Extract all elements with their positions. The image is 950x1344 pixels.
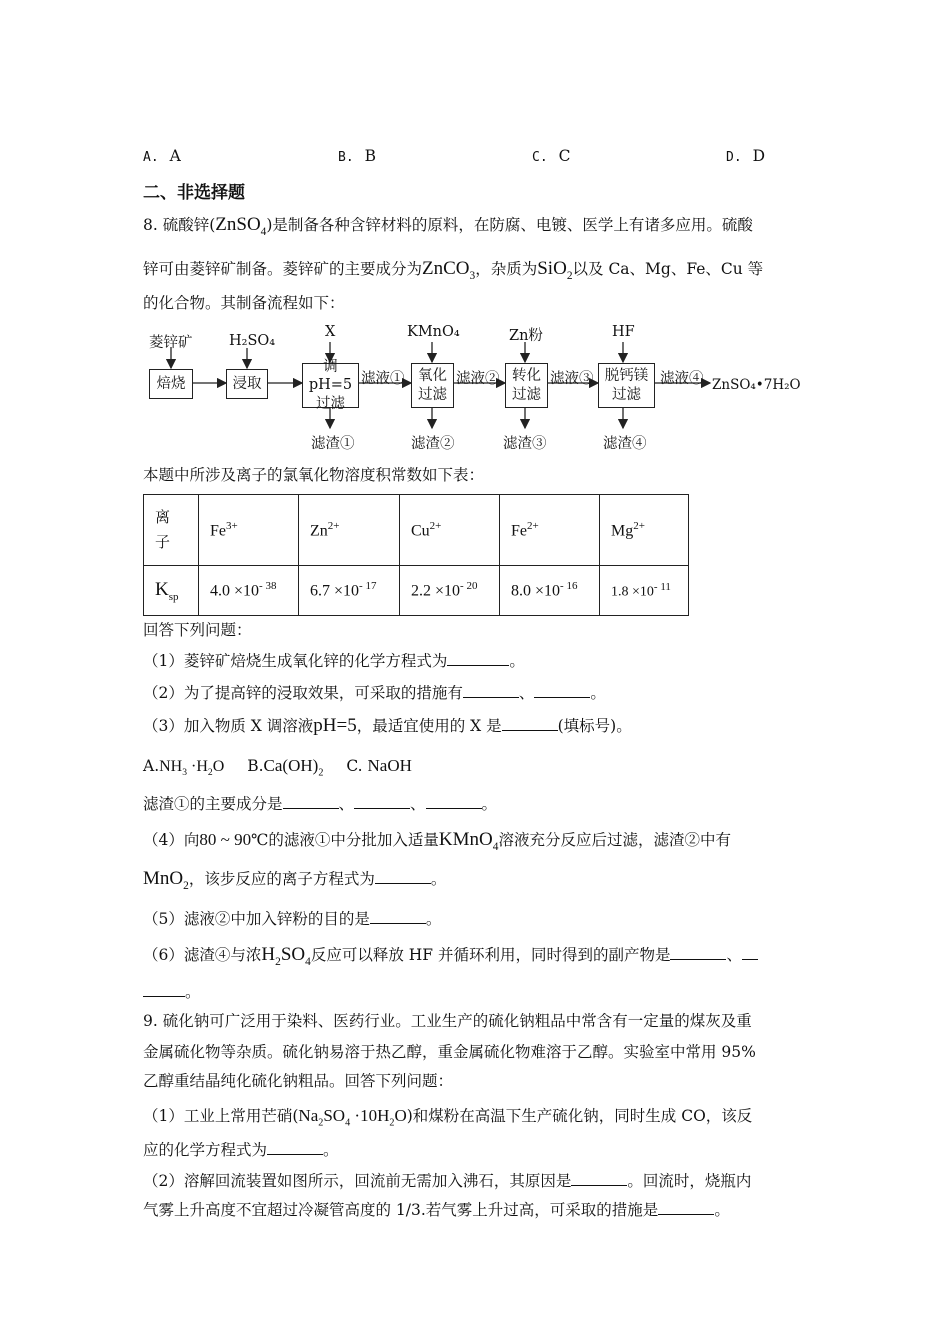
- label-product: ZnSO₄•7H₂O: [712, 377, 801, 393]
- option-d-text: D: [752, 147, 766, 165]
- box-roast: 焙烧: [149, 369, 193, 399]
- blank-q9-2b[interactable]: [658, 1201, 714, 1215]
- q8-line-3: 的化合物。其制备流程如下：: [143, 294, 345, 312]
- label-x: X: [325, 324, 336, 340]
- ksp-cu2: $2.2 \times 10^{- 20}$: [400, 566, 500, 616]
- header-ksp: $K_{sp}$: [144, 566, 199, 616]
- q8-part-6: （6）滤渣④与浓$H_2SO_4$反应可以释放 HF 并循环利用，同时得到的副产物是 、: [143, 945, 758, 968]
- blank-q8-1[interactable]: [447, 652, 509, 666]
- label-h2so4: H₂SO₄: [229, 333, 276, 349]
- ph-value: pH=5: [313, 715, 357, 736]
- ion-fe3: $Fe^{3+}$: [199, 495, 299, 566]
- q8-part-3: （3）加入物质 X 调溶液pH=5，最适宜使用的 X 是 (填标号)。: [143, 715, 632, 736]
- ksp-fe2: $8.0 \times 10^{- 16}$: [500, 566, 600, 616]
- q8-part-2: （2）为了提高锌的浸取效果，可采取的措施有 、 。: [143, 684, 606, 702]
- blank-q8-2b[interactable]: [534, 684, 590, 698]
- formula-kmno4: KMnO$_4$: [438, 829, 499, 853]
- label-residue-4: 滤渣④: [603, 436, 647, 452]
- ion-cu2: $Cu^{2+}$: [400, 495, 500, 566]
- formula-h2so4: $H_2SO_4$: [261, 944, 311, 968]
- blank-q8-2a[interactable]: [463, 684, 519, 698]
- ion-fe2: $Fe^{2+}$: [500, 495, 600, 566]
- label-zn: Zn粉: [509, 328, 543, 344]
- box-leach: 浸取: [226, 369, 268, 399]
- option-d-label: D.: [726, 150, 742, 165]
- option-c-label: C.: [532, 150, 548, 165]
- q9-part-1: （1）工业上常用芒硝$(Na_2SO_4 \cdot 10H_2O)$和煤粉在高温下生产硫化钠，同时生成 CO，该反: [143, 1106, 753, 1129]
- q9-part-2: （2）溶解回流装置如图所示，回流前无需加入沸石，其原因是 。回流时，烧瓶内: [143, 1172, 752, 1190]
- blank-q8-6b-start[interactable]: [742, 946, 758, 960]
- ksp-zn2: $6.7 \times 10^{- 17}$: [299, 566, 400, 616]
- q8-line-1: 8. 硫酸锌(ZnSO$_4$)是制备各种含锌材料的原料，在防腐、电镀、医学上有诸多应用。硫酸: [143, 214, 753, 238]
- option-a-label: A.: [143, 150, 159, 165]
- q8-part-6-cont: 。: [143, 983, 201, 1001]
- label-ore: 菱锌矿: [149, 335, 193, 351]
- q8-residue-line: 滤渣①的主要成分是 、 、 。: [143, 795, 498, 813]
- q8-part-4-line-2: MnO$_2$，该步反应的离子方程式为 。: [143, 868, 447, 892]
- blank-q9-1[interactable]: [267, 1141, 323, 1155]
- label-hf: HF: [612, 324, 635, 340]
- q9-part-2-line-2: 气雾上升高度不宜超过冷凝管高度的 1/3.若气雾上升过高，可采取的措施是 。: [143, 1201, 730, 1219]
- q9-part-1-line-2: 应的化学方程式为 。: [143, 1141, 339, 1159]
- table-intro: 本题中所涉及离子的氯氧化物溶度积常数如下表：: [143, 466, 485, 484]
- blank-q8-4[interactable]: [375, 870, 431, 884]
- ion-zn2: $Zn^{2+}$: [299, 495, 400, 566]
- box-decalcify: 脱钙镁 过滤: [598, 363, 655, 408]
- table-row-ksp: [144, 566, 689, 616]
- option-b-text: B: [364, 147, 376, 165]
- blank-q8-5[interactable]: [370, 910, 426, 924]
- q8-part-1: （1）菱锌矿焙烧生成氧化锌的化学方程式为 。: [143, 652, 525, 670]
- blank-q8-3[interactable]: [502, 717, 558, 731]
- q8-line-2: 锌可由菱锌矿制备。菱锌矿的主要成分为ZnCO$_3$，杂质为SiO$_2$以及 Ca、Mg、Fe、Cu 等: [143, 258, 764, 282]
- blank-q9-2a[interactable]: [571, 1172, 627, 1186]
- q9-line-3: 乙醇重结晶纯化硫化钠粗品。回答下列问题：: [143, 1072, 454, 1090]
- formula-sio2: SiO$_2$: [537, 258, 573, 282]
- header-ion: 离 子: [144, 495, 199, 566]
- formula-mno2: MnO$_2$: [143, 868, 189, 892]
- q9-line-1: 9. 硫化钠可广泛用于染料、医药行业。工业生产的硫化钠粗品中常含有一定量的煤灰及重: [143, 1012, 752, 1030]
- blank-q8-6a[interactable]: [670, 946, 726, 960]
- choice-b[interactable]: $Ca(OH)_2$: [263, 756, 324, 779]
- blank-q8-6b-end[interactable]: [143, 983, 185, 997]
- box-adjust-ph: 调pH=5 过滤: [302, 363, 359, 408]
- blank-residue-c[interactable]: [426, 795, 482, 809]
- box-transform: 转化 过滤: [505, 363, 548, 408]
- option-b-label: B.: [338, 150, 354, 165]
- q8-part-5: （5）滤液②中加入锌粉的目的是 。: [143, 910, 442, 928]
- answer-prompt: 回答下列问题：: [143, 621, 252, 639]
- label-residue-2: 滤渣②: [411, 436, 455, 452]
- blank-residue-a[interactable]: [283, 795, 339, 809]
- ksp-mg2: $1.8 \times 10^{- 11}$: [600, 566, 689, 616]
- label-filtrate-2: 滤液②: [456, 371, 500, 387]
- option-c-text: C: [558, 147, 571, 165]
- label-filtrate-4: 滤液④: [660, 371, 704, 387]
- ksp-fe3: $4.0 \times 10^{- 38}$: [199, 566, 299, 616]
- label-residue-3: 滤渣③: [503, 436, 547, 452]
- label-residue-1: 滤渣①: [311, 436, 355, 452]
- formula-znco3: ZnCO$_3$: [422, 258, 476, 282]
- blank-residue-b[interactable]: [354, 795, 410, 809]
- option-a-text: A: [169, 147, 181, 165]
- ion-mg2: $Mg^{2+}$: [600, 495, 689, 566]
- table-row-ions: [144, 495, 689, 566]
- box-oxidize: 氧化 过滤: [411, 363, 454, 408]
- choice-c[interactable]: NaOH: [367, 756, 412, 775]
- section-title: 二、非选择题: [143, 183, 245, 203]
- choice-a[interactable]: $NH_3 \cdot H_2O$: [159, 758, 225, 779]
- formula-znso4: ZnSO$_4$: [215, 214, 267, 238]
- q8-choices: $A.NH_3 \cdot H_2O$ $B.Ca(OH)_2$ C. NaOH: [143, 756, 412, 779]
- label-kmno4: KMnO₄: [407, 324, 460, 340]
- label-filtrate-3: 滤液③: [550, 371, 594, 387]
- q8-part-4-line-1: （4）向80 ~ 90℃的滤液①中分批加入适量KMnO$_4$溶液充分反应后过滤，滤渣②中有: [143, 829, 731, 853]
- ksp-table: [143, 494, 689, 616]
- q9-line-2: 金属硫化物等杂质。硫化钠易溶于热乙醇，重金属硫化物难溶于乙醇。实验室中常用 95%: [143, 1043, 756, 1061]
- flow-arrows: [0, 0, 950, 460]
- formula-mirabilite: $Na_2SO_4 \cdot 10H_2O$: [298, 1106, 407, 1129]
- label-filtrate-1: 滤液①: [361, 371, 405, 387]
